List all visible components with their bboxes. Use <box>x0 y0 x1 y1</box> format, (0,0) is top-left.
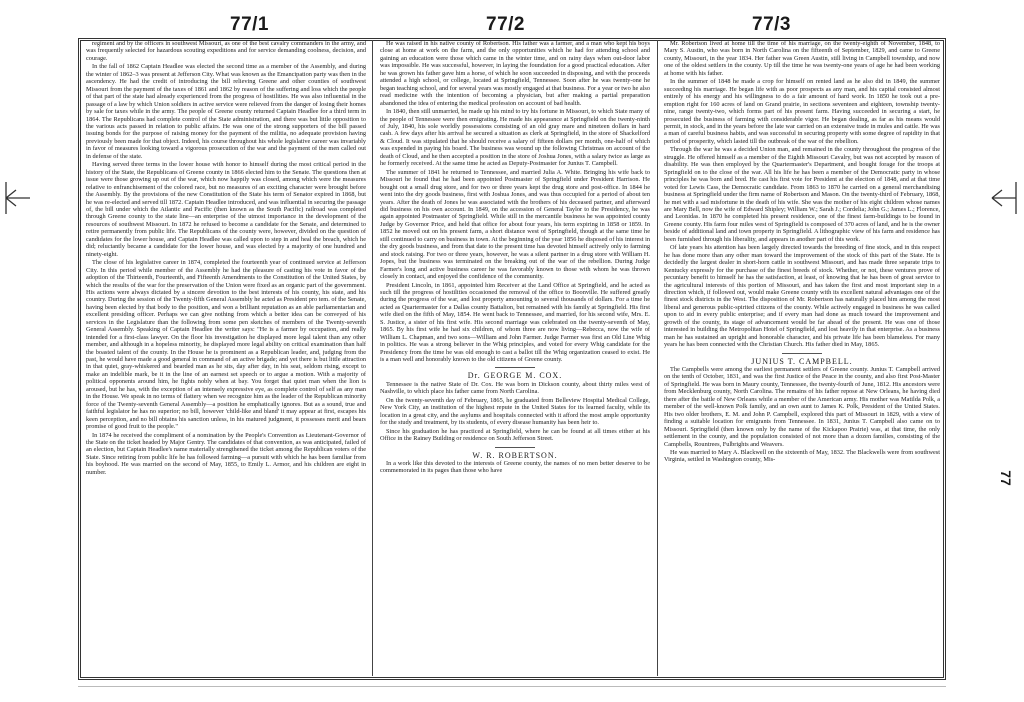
section-title: JUNIUS T. CAMPBELL. <box>751 356 853 366</box>
paragraph: In the summer of 1848 he made a crop for himself on rented land as he also did in 1849, the summer succeeding his marriage. He began life with as poor prospects as any man, and his capital consisted almost entirely of his energy and his willingness to do a fair amount of hard work. In 1850 he took out a pre-emption right for 160 acres of land on Grand prairie, in sections seventeen and eighteen, township twenty-nine, range twenty-two, which forms part of his present farm. Having succeeded in securing a start, he prosecuted the business of farming with considerable vigor. He began dealing, as far as his means would permit, in stock, and in the years before the late war carried on an extensive trade in mules and cattle. He was a man of careful business habits, and was successful in securing property with some degree of rapidity in that period of prosperity, which lasted till the outbreak of the war of the rebellion. <box>664 78 940 145</box>
paragraph: He was married to Mary A. Blackwell on the sixteenth of May, 1832. The Blackwells were from southwest Virginia, settled in Washington county, Mis- <box>664 449 940 464</box>
paragraph: The close of his legislative career in 1874, completed the fourteenth year of continued service at Jefferson City. In this period while member of the Assembly he had the pleasure of casting his vote in favor of the adoption of the Thirteenth, Fourteenth, and Fifteenth Amendments to the Constitution of the United States, by which the results of the war for the preservation of the Union were fixed as an organic part of the government. His actions were always dictated by a sincere devotion to the best interests of his county, his state, and his country. During the session of the Twenty-fifth General Assembly he acted as President pro tem. of the Senate, having been elected by that body to the position, and won a brilliant reputation as an able parliamentarian and excellent presiding officer. Perhaps we can give nothing from which a better idea can be conveyed of his services in the Legislature than the following from some pen sketches of members of the Twenty-seventh General Assembly. Speaking of Captain Headlee the writer says: "He is a farmer by occupation, and really intended for a first-class lawyer. On the floor his investigation he displayed more legal talent than any other member, and although in a hopeless minority, he displayed more legal ability on critical examination than half the boasted talent of the county. In the House he is prominent as a Republican leader, and, judging from the past, he would have made a good general in command of an active brigade; and yet there is but little attraction in that quiet, gray-whiskered and bearded man as he sits, day after day, in his seat, seldom rising, except to make an indelible mark, be it in the line of an earnest set speech or to argue a motion. With a majority of political opponents around him, he fights nobly when at bay. You forget that quiet man when the lion is aroused, but he has, with the exception of an intensely expressive eye, as complete control of self as any man in the House. We speak in no terms of flattery when we recognize him as the leader of the Republican minority force of the Twenty-seventh General Assembly—a position he emphatically ignores. But as a sound, true and faithful legislator he has no superior; no bill, however 'child-like and bland' it may appear at first, escapes his keen perception, and no bill obtains his sanction unless, in his matured judgment, it possesses merit and bears promise of good fruit to the people." <box>86 259 366 431</box>
paragraph: In a work like this devoted to the interests of Greene county, the names of no men better deserve to be commemorated in its pages than those who have <box>380 460 650 475</box>
column-divider <box>657 40 658 676</box>
section-rule <box>495 447 535 448</box>
left-pointing-arrow-icon <box>4 178 34 218</box>
text-column-2 <box>380 40 650 674</box>
section-title: Dr. GEORGE M. COX. <box>467 371 563 381</box>
paragraph: The summer of 1841 he returned to Tennessee, and married Julia A. White. Bringing his wife back to Missouri he found that he had been appointed Postmaster of Springfield under President Harrison. He bought out a small drug store, and for two or three years kept the drug store and post-office. In 1844 he went into the dry goods business, first with Joshua Jones, and was thus occupied for a period of about ten years. After the death of Jones he was associated with the brothers of his deceased partner, and afterward did business on his own account. In 1849, on the accession of General Taylor to the Presidency, he was again appointed Postmaster of Springfield. While still in the mercantile business he was appointed county Judge by Governor Price, and held that office for about four years, his term expiring in 1858 or 1859. In 1852 he moved out on his present farm, a short distance west of Springfield, though at the same time he still continued to carry on business in town. At the beginning of the year 1856 he disposed of his interest in the dry goods business, and from that date to the present time has devoted himself actively only to farming and stock raising. For two or three years, however, he was a silent partner in a drug store with William H. Jopes, but the business was terminated on the breaking out of the war of the rebellion. During Judge Farmer's long and active business career he was favorably known to those with whom he was thrown closely in contact, and enjoyed the confidence of the community. <box>380 168 650 281</box>
page-number-middle: 77/2 <box>486 14 525 35</box>
page-number-right: 77/3 <box>752 14 791 35</box>
paragraph: Having served three terms in the lower house with honor to himself during the most critical period in the history of the State, the Republicans of Greene county in 1866 elected him to the Senate. The questions then at issue were those growing up out of the war, which now happily was closed, among which were the measures relative to enfranchisement of the colored race, but no measures of an exciting character were brought before the Assembly. By the provisions of the new Constitution of the State his term of Senator expired in 1868, but he was re-elected and served till 1872. Captain Headlee introduced, and was influential in securing the passage of, the bill under which the Atlantic and Pacific (then known as the South Pacific) railroad was completed through Greene county to the state line—an enterprise of the utmost importance in the development of the resources of southwest Missouri. In 1872 he refused to become a candidate for the Senate, and determined to retire permanently from public life. The Republicans of the county were, however, divided on the question of candidates for the lower house, and Captain Headlee was called upon to step in and heal the breach, which he did; reluctantly became a candidate for the lower house, and was elected by a majority of one hundred and ninety-eight. <box>86 161 366 258</box>
paragraph: regiment and by the officers in southwest Missouri, as one of the best cavalry commanders in the army, and was frequently selected for hazardous scouting expeditions and for service demanding coolness, decision, and courage. <box>86 40 366 62</box>
page-number-left: 77/1 <box>230 14 269 35</box>
section-rule <box>782 353 822 354</box>
section-rule <box>495 367 535 368</box>
paragraph: Since his graduation he has practiced at Springfield, where he can be found at all times either at his Office in the Rainey Building or residence on South Jefferson Street. <box>380 427 650 443</box>
paragraph: He was raised in his native county of Robertson. His father was a farmer, and a man who kept his boys close at home at work on the farm, and the only opportunities which he had for attending school and gaining an education were those which came in the winter time, and on rainy days when out-door labor was impossible. He was successful, however, in laying the foundation for a good practical education. After he was grown his father gave him a horse, of which he soon succeeded in disposing, and with the proceeds attended a high school, or college, located at Springfield, Tennessee. Soon after he was twenty-one he began teaching school, and for several years was mostly engaged at that business. For a year or two he also read medicine with the intention of becoming a physician, but after making a partial preparation abandoned the idea of entering the medical profession on account of bad health. <box>380 40 650 107</box>
text-column-1 <box>86 40 366 674</box>
paragraph: Mr. Robertson lived at home till the time of his marriage, on the twenty-eighth of November, 1848, to Mary S. Austin, who was born in North Carolina on the fifteenth of September, 1829, and came to Greene county, Missouri, in the year 1834. Her father was Green Austin, still living in Campbell township, and now one of the oldest settlers in the county. Up till the time he was twenty-one years of age he had been working at home with his father. <box>664 40 940 77</box>
column-divider <box>372 40 373 676</box>
text-column-3 <box>664 40 940 674</box>
paragraph: Of late years his attention has been largely directed towards the breeding of fine stock, and in this respect he has done more than any other man toward the improvement of the stock of this part of the State. He is decidedly the largest dealer in short-horn cattle in southwest Missouri, and has made three separate trips to Kentucky expressly for the purchase of the finest breeds of stock. Whether, or not, these ventures prove of pecuniary benefit to himself he has the satisfaction, at least, of knowing that he has been of great service to the agricultural interests of this portion of Missouri, and has taken the first and most important step in a direction which, if followed out, would make Greene county with its excellent natural advantages one of the finest stock districts in the West. The disposition of Mr. Robertson has naturally placed him among the most liberal and generous public-spirited citizens of the county. While actively engaged in business he was called upon to aid in every public enterprise; and if every man had done as much toward the improvement and growth of the county, its stage of advancement would be far ahead of the present. He was one of those interested in building the Metropolitan Hotel of Springfield, and lost heavily in that enterprise. As a business man he has sustained an upright and honorable character, and his private life has been blameless. For many years he has been connected with the Christian Church. His father died in May, 1865. <box>664 244 940 349</box>
left-pointing-arrow-icon <box>988 178 1018 218</box>
section-title: W. R. ROBERTSON. <box>472 450 558 460</box>
paragraph: The Campbells were among the earliest permanent settlers of Greene county. Junius T. Campbell arrived on the tenth of October, 1831, and was the first Justice of the Peace in the county, and also first Post-Master of Springfield. He was born in Maury county, Tennessee, the twenty-fourth of June, 1812. His ancestors were from Mecklenburg county, North Carolina. The remains of his father repose at New Orleans, he having died there after the battle of New Orleans while a member of the American army. His mother was Matilda Polk, a member of the well-known Polk family, and an own aunt to James K. Polk, President of the United States. His two older brothers, E. M. and John P. Campbell, explored this part of Missouri in 1829, with a view of finding a suitable location for emigrants from Tennessee. In 1831, Junius T. Campbell also came on to Missouri. Springfield (then known only by the name of the Kickapoo Prairie) was, at that time, the only settlement in the county, and the population consisted of not more than a dozen families, consisting of the Campbells, Rountrees, Fulbrights and Weavers. <box>664 366 940 448</box>
side-page-number: 77 <box>997 470 1014 486</box>
paragraph: Through the war he was a decided Union man, and remained in the county throughout the progress of the struggle. He offered himself as a member of the Eighth Missouri Cavalry, but was not accepted by reason of disability. He was then employed by the Quartermaster's Department, and bought forage for the troops at Springfield on to the close of the war. All his life he has been a member of the Democratic party in whose principles he was born and bred. He cast his first vote for President at the election of 1848, and at that time voted for Lewis Cass, the Democratic candidate. From 1863 to 1870 he carried on a general merchandising business at Springfield under the firm name of Robertson and Mason. On the twenty-third of February, 1868, he met with a sad misfortune in the death of his wife. She was the mother of his eight children whose names are Mary Bell, now the wife of Edward Shipley; William W.; Sarah J.; Cordelia; John G.; James L.; Florence, and Leonidas. In 1870 he completed his present residence, one of the finest farm-buildings to be found in Greene county. His farm four miles west of Springfield is composed of 370 acres of land, and he is the owner beside of additional land and town property in Springfield. A lithographic view of his farm and residence has been furnished through his liberality, and appears in another part of this work. <box>664 146 940 243</box>
bottom-rule <box>78 686 946 687</box>
paragraph: Tennessee is the native State of Dr. Cox. He was born in Dickson county, about thirty miles west of Nashville, to which place his father came from North Carolina. <box>380 380 650 396</box>
paragraph: In 1874 he received the compliment of a nomination by the People's Convention as Lieutenant-Governor of the State on the ticket headed by Major Gentry. The candidates of that convention, as was anticipated, failed of an election, but Captain Headlee's name materially strengthened the ticket among the Republican voters of the State. Since retiring from public life he has followed farming—a pursuit with which he has been familiar from his boyhood. He was married on the second of May, 1855, to Emily L. Armor, and his children are eight in number. <box>86 431 366 476</box>
paragraph: In 1840, then still unmarried, he made up his mind to try his fortune in Missouri, to which State many of the people of Tennessee were then emigrating. He made his appearance at Springfield on the twenty-ninth of July, 1840, his sole worldly possessions consisting of an old gray mare and nineteen dollars in hard cash. A few days after his arrival he secured a situation as clerk at Springfield, in the store of Shackelford & Cloud. It was stipulated that he should receive a salary of fifteen dollars per month, one-half of which was expended in paying his board. The business was wound up the following Christmas on account of the death of Cloud, and he then accepted a position in the store of Joshua Jones, with a salary twice as large as he formerly received. At the same time he acted as Deputy-Postmaster for Junius T. Campbell. <box>380 108 650 168</box>
paragraph: On the twenty-seventh day of February, 1865, he graduated from Belleview Hospital Medical College, New York City, an institution of the highest repute in the United States for its learned faculty, while its location in a great city, and the asylums and hospitals connected with it afford the most ample opportunity for the study and treatment, by its students, of every disease humanity has been heir to. <box>380 396 650 427</box>
paragraph: President Lincoln, in 1861, appointed him Receiver at the Land Office at Springfield, and he acted as such till the progress of hostilities occasioned the removal of the office to Boonville. He suffered greatly during the progress of the war, and lost property amounting to several thousands of dollars. For a time he acted as Quartermaster for a Dallas county Battalion, but remained with his family at Springfield. His first wife died on the fifth of May, 1854. He went back to Tennessee, and married, for his second wife, Mrs. E. S. Justice, a sister of his first wife. His second marriage was celebrated on the twenty-seventh of May, 1865. By his first wife he had six children, of whom three are now living—Rebecca, now the wife of William L. Chapman, and two sons—William and John Farmer. Judge Farmer was first an Old Line Whig in politics. He was a strong believer in the Whig principles, and voted for every Whig candidate for the Presidency from the time he was old enough to cast a ballot till the Whig organization ceased to exist. He is a man well and honorably known to the old citizens of Greene county. <box>380 281 650 364</box>
paragraph: In the fall of 1862 Captain Headlee was elected the second time as a member of the Assembly, and during the winter of 1862–3 was present at Jefferson City. What was known as the Emancipation party was then in the ascendency. He had the credit of introducing the bill relieving Greene and other counties of southwest Missouri from the payment of the taxes of 1861 and 1862 by reason of the suffering and loss which the people of that part of the state had already experienced from the progress of hostilities. He was also influential in the passage of a law by which Union soldiers in active service were relieved from the danger of losing their homes by sale for taxes while in the army. The people of Greene county returned Captain Headlee for a third term in 1864. The Republicans had complete control of the State administration, and there was but little opposition to the various acts passed in relation to public affairs. He was one of the strong supporters of the bill passed issuing bonds for the purpose of raising money for the payment of the militia, no adequate provision having previously been made for that object. Indeed, his course throughout his whole legislative career was invariably in favor of measures looking toward a vigorous prosecution of the war and the payment of the men called out in defense of the state. <box>86 63 366 160</box>
